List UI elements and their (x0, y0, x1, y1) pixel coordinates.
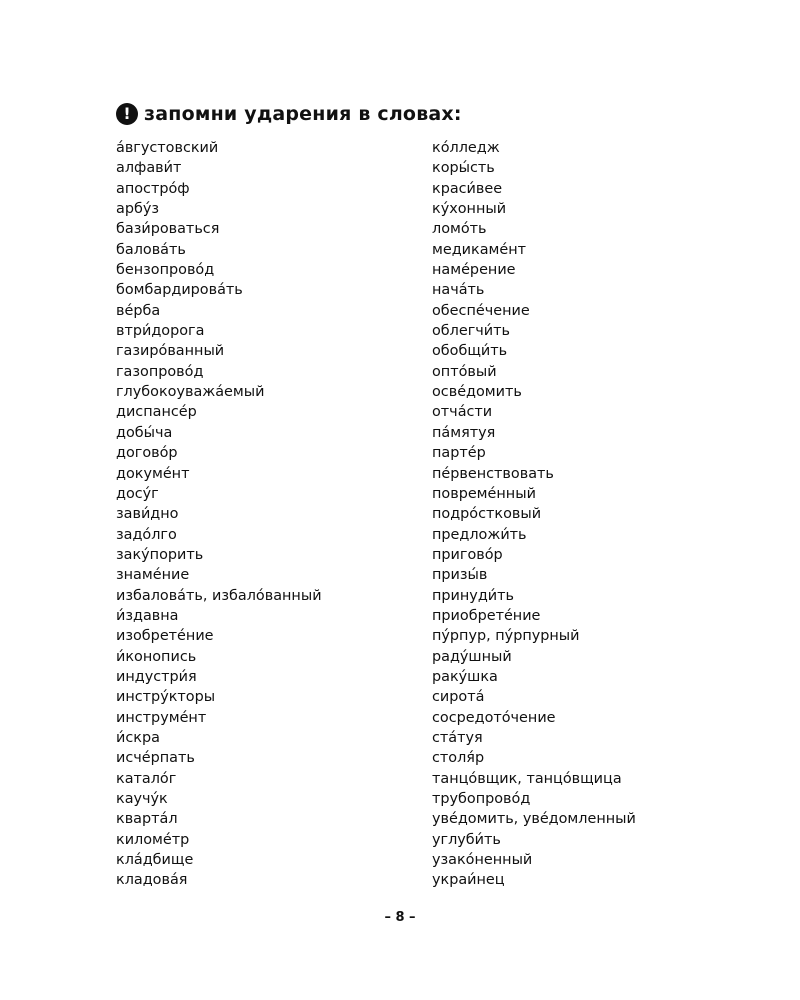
word-item: бензопрово́д (116, 262, 215, 279)
word-item: танцо́вщик, танцо́вщица (432, 770, 622, 787)
word-item: ку́хонный (432, 201, 507, 218)
word-item: досу́г (116, 485, 159, 502)
word-item: нача́ть (432, 282, 485, 299)
word-item: приобрете́ние (432, 607, 541, 624)
word-item: ломо́ть (432, 221, 487, 238)
word-item: сирота́ (432, 689, 485, 706)
word-item: заку́порить (116, 546, 204, 563)
word-item: бази́роваться (116, 221, 220, 238)
word-item: глубокоуважа́емый (116, 384, 265, 401)
word-item: инструме́нт (116, 709, 207, 726)
word-item: догово́р (116, 445, 178, 462)
word-item: втри́дорога (116, 323, 205, 340)
word-item: па́мятуя (432, 424, 496, 441)
word-item: зави́дно (116, 506, 179, 523)
word-item: кварта́л (116, 811, 178, 828)
word-item: пригово́р (432, 546, 503, 563)
word-item: ста́туя (432, 729, 483, 746)
word-item: облегчи́ть (432, 323, 511, 340)
word-item: а́вгустовский (116, 140, 219, 156)
word-item: украи́нец (432, 872, 505, 889)
word-item: каучу́к (116, 791, 168, 807)
word-item: и́скра (116, 729, 160, 746)
word-item: медикаме́нт (432, 241, 527, 258)
page-number: – 8 – (384, 910, 416, 925)
word-item: исче́рпать (116, 750, 195, 767)
word-item: парте́р (432, 445, 486, 462)
word-item: подро́стковый (432, 506, 542, 523)
word-item: арбу́з (116, 201, 159, 218)
word-item: катало́г (116, 770, 177, 787)
word-item: столя́р (432, 750, 485, 767)
word-item: апостро́ф (116, 180, 190, 197)
word-item: знаме́ние (116, 567, 190, 584)
word-item: диспансе́р (116, 404, 197, 421)
word-item: обобщи́ть (432, 343, 508, 360)
word-item: алфави́т (116, 160, 182, 177)
word-item: кла́дбище (116, 852, 194, 869)
word-item: краси́вее (432, 180, 503, 197)
section-heading (116, 101, 462, 127)
word-item: трубопрово́д (432, 791, 531, 807)
word-item: индустри́я (116, 668, 197, 685)
word-item: газопрово́д (116, 363, 204, 380)
word-item: инстру́кторы (116, 689, 216, 706)
word-item: коры́сть (432, 160, 495, 177)
word-item: уве́домить, уве́домленный (432, 811, 636, 828)
word-list-right (432, 138, 636, 891)
word-item: газиро́ванный (116, 343, 225, 360)
word-item: призы́в (432, 567, 488, 584)
word-item: пу́рпур, пу́рпурный (432, 628, 580, 645)
word-item: ве́рба (116, 302, 161, 319)
exclamation-icon: ! (116, 103, 138, 125)
word-list-left (116, 138, 322, 891)
word-item: узако́ненный (432, 852, 533, 869)
word-item: бомбардирова́ть (116, 282, 243, 299)
word-item: кладова́я (116, 872, 188, 889)
word-item: принуди́ть (432, 587, 514, 604)
word-item: задо́лго (116, 526, 177, 543)
word-item: ко́лледж (432, 140, 500, 156)
word-item: изобрете́ние (116, 628, 214, 645)
word-item: и́конопись (116, 648, 197, 665)
word-item: сосредото́чение (432, 709, 556, 726)
word-item: добы́ча (116, 424, 173, 441)
word-item: балова́ть (116, 241, 186, 258)
word-item: киломе́тр (116, 831, 190, 848)
word-item: осве́домить (432, 384, 522, 401)
word-item: избалова́ть, избало́ванный (116, 587, 322, 604)
word-item: предложи́ть (432, 526, 527, 543)
word-item: докуме́нт (116, 465, 190, 482)
word-item: отча́сти (432, 404, 493, 421)
word-item: повреме́нный (432, 485, 536, 502)
word-item: раку́шка (432, 668, 498, 685)
word-item: обеспе́чение (432, 302, 530, 319)
heading-title: запомни ударения в словах: (144, 103, 462, 125)
word-item: и́здавна (116, 607, 179, 624)
word-item: углуби́ть (432, 831, 501, 848)
word-item: наме́рение (432, 262, 516, 279)
word-item: пе́рвенствовать (432, 465, 554, 482)
word-item: раду́шный (432, 648, 512, 665)
word-item: опто́вый (432, 363, 497, 380)
